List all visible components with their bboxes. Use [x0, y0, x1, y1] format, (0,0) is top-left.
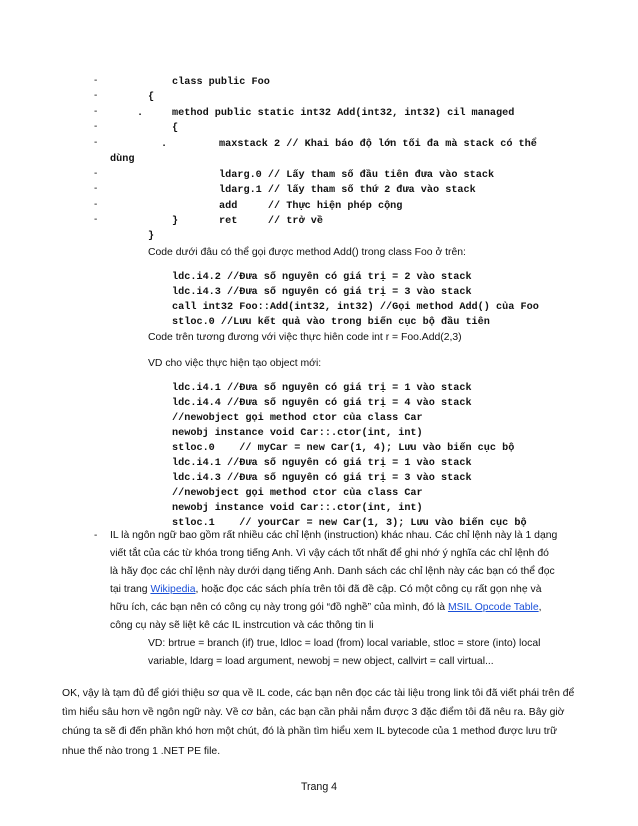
list-dash: - [94, 106, 98, 117]
list-dash: - [94, 183, 98, 194]
bullet-line: viết tắt của các từ khóa trong tiếng Anh. Vì vậy cách tốt nhất để ghi nhớ ý nghĩa các chỉ lệnh đó [110, 548, 549, 559]
code-line: //newobject gọi method ctor của class Car [172, 413, 423, 424]
code-line: newobj instance void Car::.ctor(int, int) [172, 503, 423, 514]
bullet-dot: . [161, 139, 168, 150]
list-dash: - [94, 168, 98, 179]
code-line: newobj instance void Car::.ctor(int, int) [172, 428, 423, 439]
bullet-dot: . [137, 108, 144, 119]
wikipedia-link[interactable]: Wikipedia [150, 584, 196, 595]
code-line: ldc.i4.2 //Đưa số nguyên có giá trị = 2 vào stack [172, 272, 472, 283]
code-line: method public static int32 Add(int32, int32) cil managed [172, 108, 515, 119]
list-dash: - [94, 214, 98, 225]
example-line: VD: brtrue = branch (if) true, ldloc = load (from) local variable, stloc = store (into) local [148, 638, 541, 649]
code-line: ldarg.1 // lấy tham số thứ 2 đưa vào stack [219, 185, 476, 196]
code-line: dùng [110, 154, 135, 165]
code-line: ldc.i4.3 //Đưa số nguyên có giá trị = 3 vào stack [172, 287, 472, 298]
code-line: ldarg.0 // Lấy tham số đầu tiên đưa vào stack [219, 170, 495, 181]
code-line: stloc.1 // yourCar = new Car(1, 3); Lưu vào biến cục bộ [172, 518, 527, 529]
code-line: ret // trở về [219, 216, 323, 227]
closing-paragraph: OK, vậy là tạm đủ để giới thiệu sơ qua về IL code, các bạn nên đọc các tài liệu trong link tôi đã viết phái trên để tìm hiểu sâu hơn về ngôn ngữ này. Về cơ bản, các bạn cần phải nắm được 3 đặc điểm tôi đã nêu ra. Bây giờ chúng ta sẽ đi đến phần khó hơn một chút, đó là phần tìm hiểu xem IL bytecode của 1 method được lưu trữ nhue thế nào trong 1 .NET PE file. [62, 688, 575, 757]
code-line: } [172, 216, 179, 227]
example-line: variable, ldarg = load argument, newobj = new object, callvirt = call virtual... [148, 656, 494, 667]
list-dash: - [94, 121, 98, 132]
bullet-line: IL là ngôn ngữ bao gồm rất nhiều các chỉ lệnh (instruction) khác nhau. Các chỉ lệnh này là 1 dạng [110, 530, 558, 541]
code-line: { [148, 92, 155, 103]
code-line: maxstack 2 // Khai báo độ lớn tối đa mà stack có thể [219, 139, 537, 150]
code-line: //newobject gọi method ctor của class Car [172, 488, 423, 499]
code-line: } [148, 231, 155, 242]
bullet-line: tại trang Wikipedia, hoặc đọc các sách phía trên tôi đã đề cập. Có một công cụ rất gọn nhẹ và [110, 584, 542, 595]
intro-call-text: Code dưới đâu có thể gọi được method Add() trong class Foo ở trên: [148, 247, 466, 258]
code-line: { [172, 123, 179, 134]
list-dash: - [94, 137, 98, 148]
code-line: stloc.0 // myCar = new Car(1, 4); Lưu vào biến cục bộ [172, 443, 515, 454]
code-line: stloc.0 //Lưu kết quả vào trong biến cục bộ đầu tiên [172, 317, 490, 328]
code-line: ldc.i4.4 //Đưa số nguyên có giá trị = 4 vào stack [172, 398, 472, 409]
code-line: class public Foo [172, 77, 270, 88]
code-line: ldc.i4.1 //Đưa số nguyên có giá trị = 1 vào stack [172, 383, 472, 394]
intro-object-text: VD cho việc thực hiện tạo object mới: [148, 358, 322, 369]
bullet-line: công cụ này sẽ liệt kê các IL instrcution và các thông tin li [110, 620, 374, 631]
list-dash: - [94, 75, 98, 86]
bullet-line: là hãy đọc các chỉ lệnh này dưới dạng tiếng Anh. Danh sách các chỉ lệnh này các bạn có thể đọc [110, 566, 555, 577]
code-line: add // Thực hiện phép cộng [219, 201, 403, 212]
code-line: call int32 Foo::Add(int32, int32) //Gọi method Add() của Foo [172, 302, 539, 313]
msil-opcode-table-link[interactable]: MSIL Opcode Table [447, 602, 539, 613]
page-number: Trang 4 [300, 781, 338, 793]
list-dash: - [94, 90, 98, 101]
list-dash: - [94, 530, 98, 541]
bullet-line: hữu ích, các bạn nên có công cụ này trong gói “đồ nghề” của mình, đó là MSIL Opcode Table, [110, 602, 542, 613]
list-dash: - [94, 199, 98, 210]
code-line: ldc.i4.1 //Đưa số nguyên có giá trị = 1 vào stack [172, 458, 472, 469]
code-line: ldc.i4.3 //Đưa số nguyên có giá trị = 3 vào stack [172, 473, 472, 484]
equivalent-text: Code trên tương đương với việc thực hiên code int r = Foo.Add(2,3) [148, 332, 462, 343]
